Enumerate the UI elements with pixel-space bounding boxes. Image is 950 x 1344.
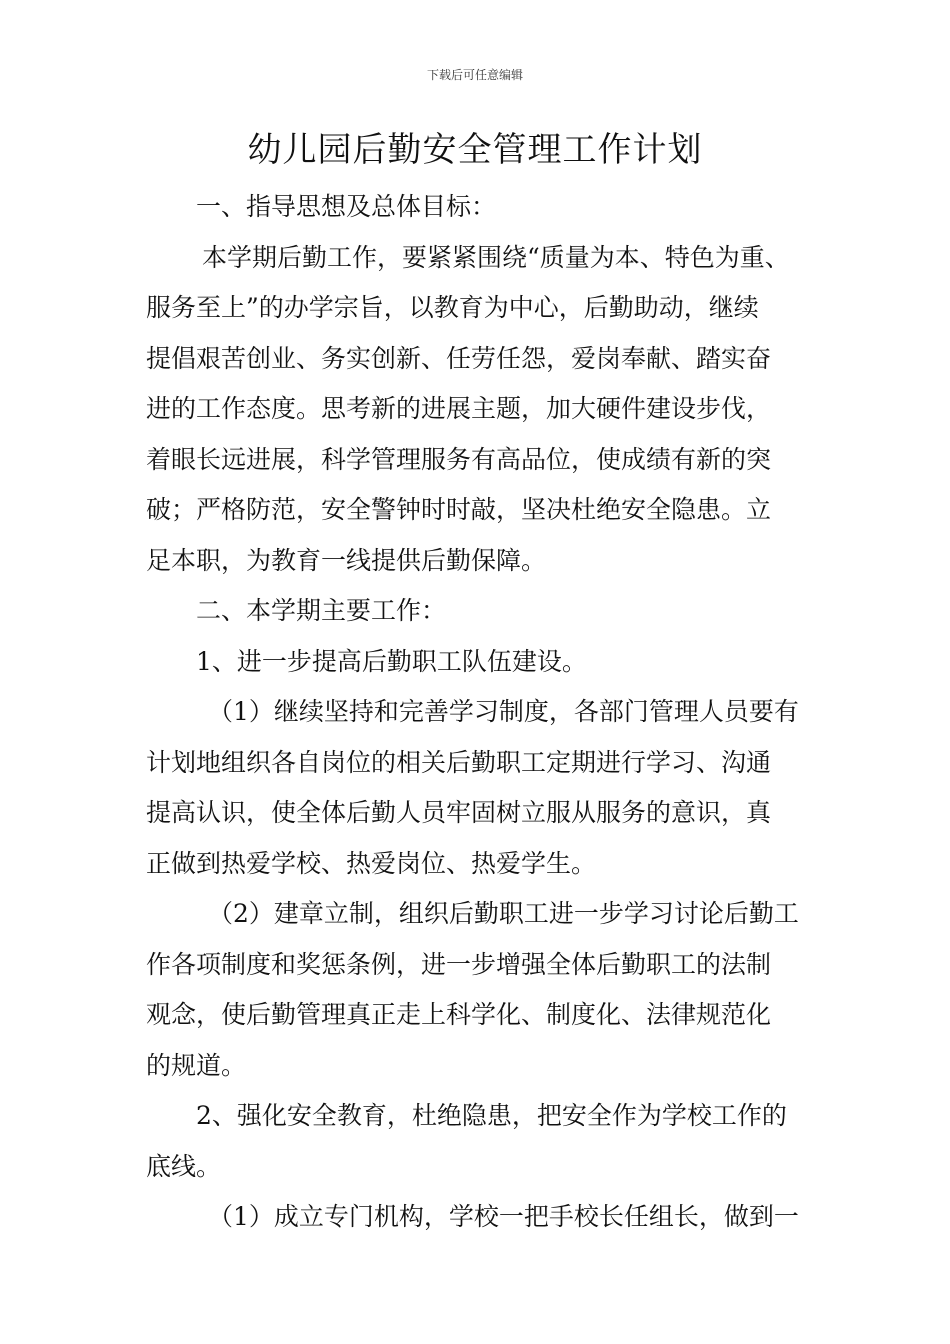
paragraph-line: 提倡艰苦创业、务实创新、任劳任怨，爱岗奉献、踏实奋	[146, 343, 772, 373]
paragraph-line: 观念，使后勤管理真正走上科学化、制度化、法律规范化	[146, 1000, 772, 1029]
paragraph-line: 服务至上”的办学宗旨，以教育为中心，后勤助动，继续	[146, 293, 759, 322]
document-body	[146, 182, 816, 1243]
document-title: 幼儿园后勤安全管理工作计划	[247, 130, 703, 170]
paragraph-line: 破；严格防范，安全警钟时时敲，坚决杜绝安全隐患。立	[146, 495, 772, 524]
section-heading-1: 一、指导思想及总体目标：	[196, 192, 497, 221]
subsection-heading-2: 2、强化安全教育，杜绝隐患，把安全作为学校工作的	[196, 1101, 787, 1130]
paragraph-line: 进的工作态度。思考新的进展主题，加大硬件建设步伐，	[146, 394, 772, 423]
paragraph-line: 计划地组织各自岗位的相关后勤职工定期进行学习、沟通	[146, 747, 772, 777]
paragraph-line: 足本职，为教育一线提供后勤保障。	[146, 545, 547, 575]
paragraph-line: 提高认识，使全体后勤人员牢固树立服从服务的意识，真	[146, 798, 772, 827]
paragraph-line: 的规道。	[146, 1050, 247, 1080]
section-heading-2: 二、本学期主要工作：	[196, 596, 447, 625]
header-note: 下载后可任意编辑	[426, 68, 523, 82]
paragraph-line: （1）成立专门机构，学校一把手校长任组长，做到一	[208, 1202, 799, 1231]
paragraph-line: 本学期后勤工作，要紧紧围绕“质量为本、特色为重、	[202, 242, 790, 272]
paragraph-line: （1）继续坚持和完善学习制度，各部门管理人员要有	[208, 697, 799, 726]
paragraph-line: 作各项制度和奖惩条例，进一步增强全体后勤职工的法制	[146, 949, 772, 979]
paragraph-line: 着眼长远进展，科学管理服务有高品位，使成绩有新的突	[146, 444, 772, 474]
paragraph-line: （2）建章立制，组织后勤职工进一步学习讨论后勤工	[208, 899, 799, 928]
subsection-heading-1: 1、进一步提高后勤职工队伍建设。	[196, 646, 587, 676]
paragraph-line: 正做到热爱学校、热爱岗位、热爱学生。	[146, 848, 597, 878]
paragraph-line: 底线。	[146, 1151, 222, 1181]
